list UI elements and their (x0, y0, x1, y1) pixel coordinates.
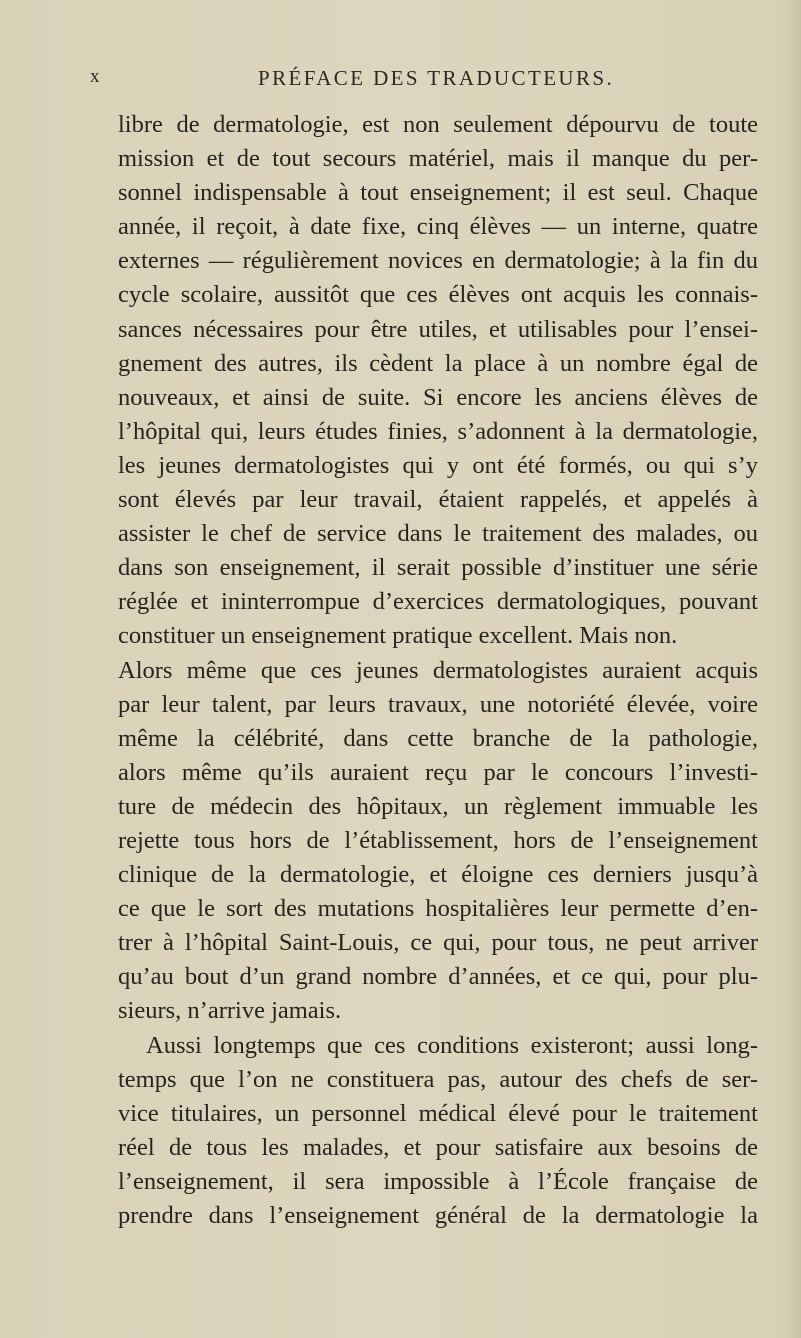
text-line: constituer un enseignement pratique excellent. Mais non. (118, 622, 678, 650)
text-line: Alors même que ces jeunes dermatologistes auraient acquis (118, 656, 758, 684)
text-line: externes — régulièrement novices en dermatologie; à la fin du (118, 247, 758, 275)
text-line: trer à l’hôpital Saint-Louis, ce qui, pour tous, ne peut arriver (118, 929, 758, 957)
text-line: l’hôpital qui, leurs études finies, s’adonnent à la dermatologie, (118, 417, 758, 445)
text-line: réel de tous les malades, et pour satisfaire aux besoins de (118, 1133, 758, 1161)
text-line: sieurs, n’arrive jamais. (118, 997, 342, 1025)
text-line: sont élevés par leur travail, étaient rappelés, et appelés à (118, 486, 758, 514)
running-head: PRÉFACE DES TRADUCTEURS. (258, 66, 615, 90)
text-line: année, il reçoit, à date fixe, cinq élèves — un interne, quatre (118, 213, 758, 241)
text-line: qu’au bout d’un grand nombre d’années, et ce qui, pour plu- (118, 963, 758, 991)
text-line: l’enseignement, il sera impossible à l’École française de (118, 1167, 758, 1195)
text-line: ce que le sort des mutations hospitalières leur permette d’en- (118, 895, 758, 923)
text-line: prendre dans l’enseignement général de la dermatologie la (118, 1202, 758, 1229)
text-line: sonnel indispensable à tout enseignement; il est seul. Chaque (118, 179, 758, 207)
page-number: x (90, 66, 101, 87)
text-line: Aussi longtemps que ces conditions existeront; aussi long- (146, 1031, 758, 1059)
text-line: sances nécessaires pour être utiles, et utilisables pour l’ensei- (118, 315, 758, 343)
text-line: vice titulaires, un personnel médical élevé pour le traitement (118, 1099, 758, 1127)
page-edge-shadow (783, 0, 801, 1338)
text-line: clinique de la dermatologie, et éloigne ces derniers jusqu’à (118, 861, 758, 889)
text-line: même la célébrité, dans cette branche de la pathologie, (118, 724, 758, 752)
text-line: cycle scolaire, aussitôt que ces élèves ont acquis les connais- (118, 281, 758, 309)
text-line: gnement des autres, ils cèdent la place à un nombre égal de (118, 349, 758, 377)
text-line: mission et de tout secours matériel, mais il manque du per- (118, 145, 758, 173)
text-line: dans son enseignement, il serait possible d’instituer une série (118, 554, 758, 582)
text-line: rejette tous hors de l’établissement, hors de l’enseignement (118, 826, 758, 854)
page-header (0, 66, 801, 96)
text-line: assister le chef de service dans le traitement des malades, ou (118, 520, 758, 548)
text-line: alors même qu’ils auraient reçu par le concours l’investi- (118, 758, 758, 786)
text-line: réglée et ininterrompue d’exercices dermatologiques, pouvant (118, 588, 758, 616)
text-line: nouveaux, et ainsi de suite. Si encore les anciens élèves de (118, 383, 758, 411)
body-text (118, 108, 758, 1233)
text-line: temps que l’on ne constituera pas, autour des chefs de ser- (118, 1065, 758, 1093)
text-line: ture de médecin des hôpitaux, un règlement immuable les (118, 792, 758, 820)
text-line: libre de dermatologie, est non seulement dépourvu de toute (118, 111, 758, 138)
text-line: par leur talent, par leurs travaux, une notoriété élevée, voire (118, 690, 758, 718)
text-line: les jeunes dermatologistes qui y ont été formés, ou qui s’y (118, 451, 758, 479)
